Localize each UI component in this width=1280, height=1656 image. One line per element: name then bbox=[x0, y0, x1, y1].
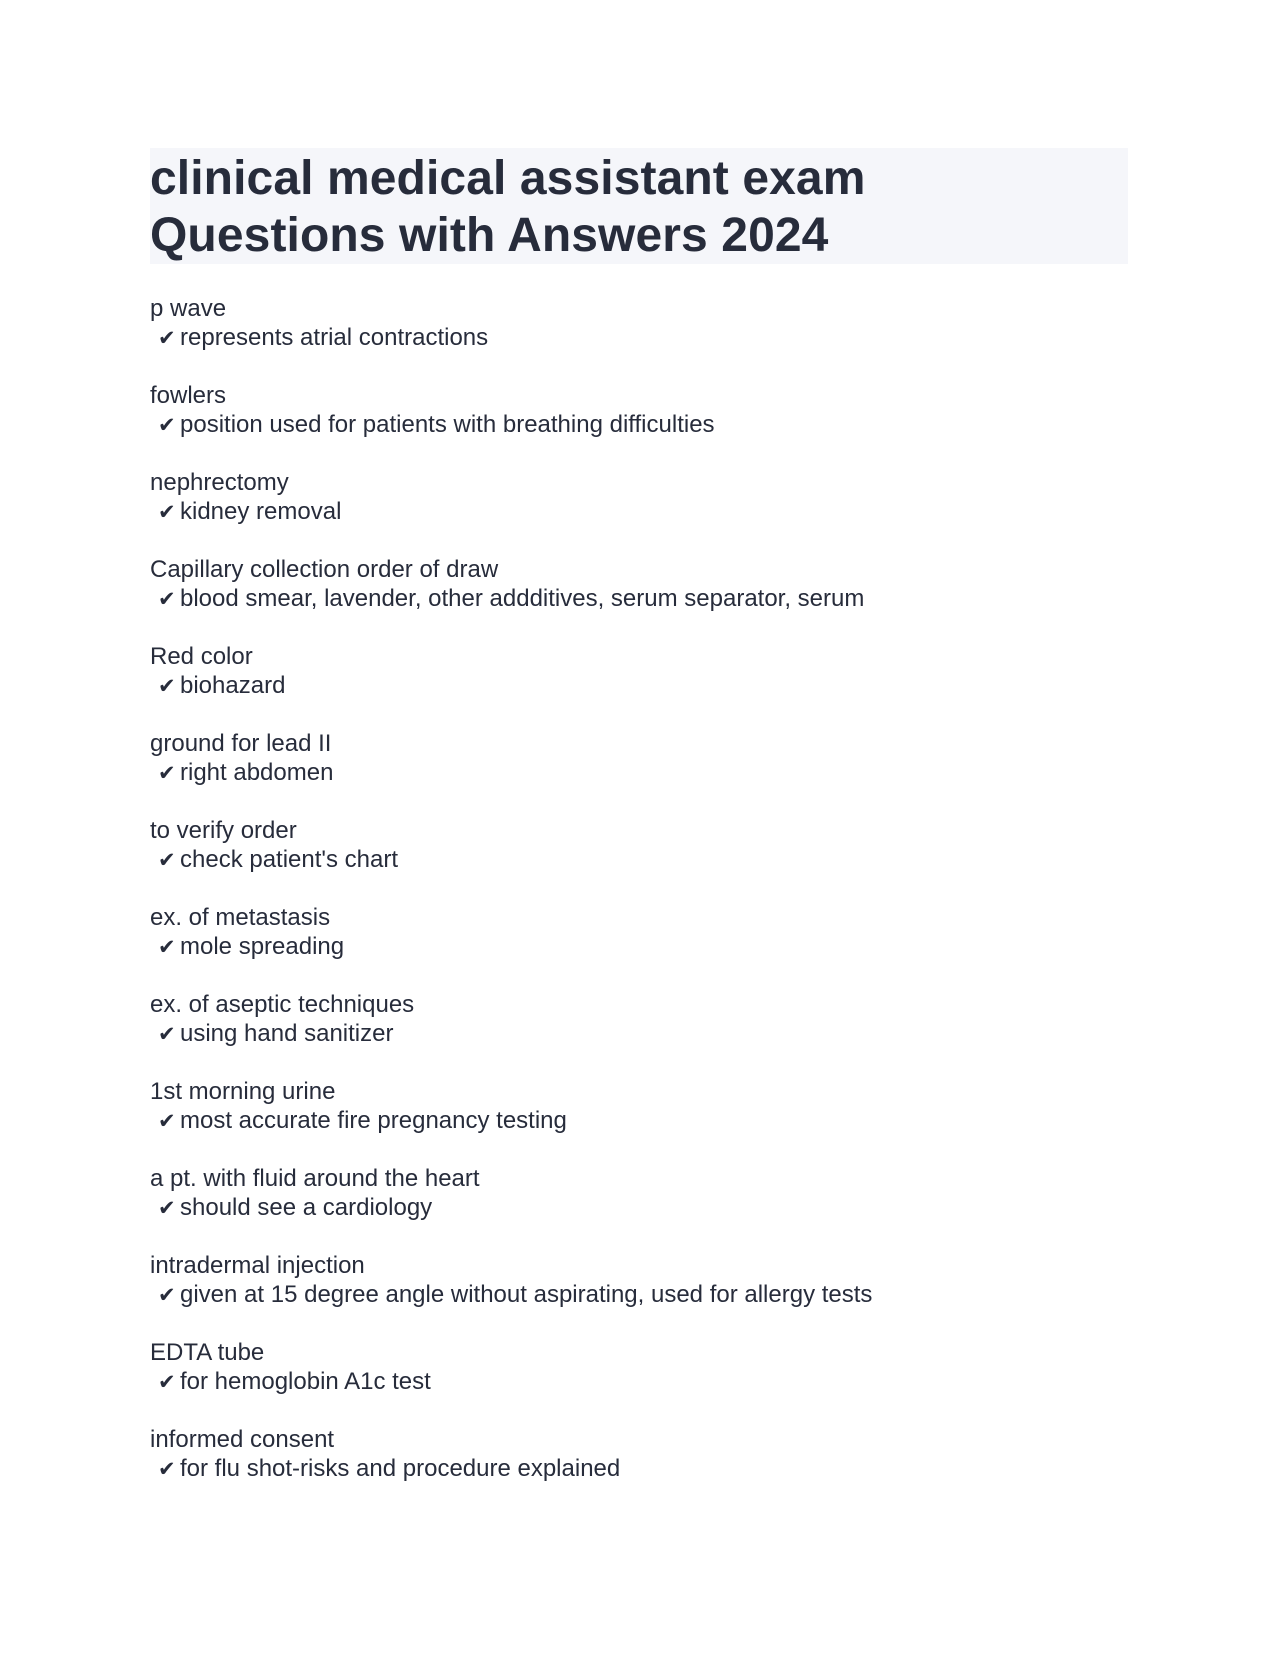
question-text: nephrectomy bbox=[150, 469, 289, 496]
answer-text: represents atrial contractions bbox=[180, 324, 489, 351]
qa-item bbox=[150, 381, 1128, 468]
qa-item bbox=[150, 555, 1128, 642]
answer-line bbox=[150, 1367, 1128, 1396]
answer-text: given at 15 degree angle without aspirating, used for allergy tests bbox=[180, 1281, 873, 1308]
title-line-2: Questions with Answers 2024 bbox=[150, 209, 829, 262]
question-text: ground for lead II bbox=[150, 730, 332, 757]
answer-text: for flu shot-risks and procedure explained bbox=[180, 1455, 621, 1482]
answer-text: using hand sanitizer bbox=[180, 1020, 394, 1047]
qa-item bbox=[150, 1425, 1128, 1512]
question-text: ex. of metastasis bbox=[150, 904, 331, 931]
answer-line bbox=[150, 1019, 1128, 1048]
answer-line bbox=[150, 758, 1128, 787]
check-icon: ✔ bbox=[158, 326, 176, 350]
title-block bbox=[150, 148, 1128, 264]
qa-list bbox=[150, 294, 1128, 1512]
answer-line bbox=[150, 584, 1128, 613]
answer-line bbox=[150, 845, 1128, 874]
question-text: p wave bbox=[150, 295, 227, 322]
answer-text: for hemoglobin A1c test bbox=[180, 1368, 431, 1395]
answer-text: kidney removal bbox=[180, 498, 342, 525]
check-icon: ✔ bbox=[158, 1370, 176, 1394]
check-icon: ✔ bbox=[158, 500, 176, 524]
document-page bbox=[150, 148, 1128, 1512]
answer-line bbox=[150, 1454, 1128, 1483]
check-icon: ✔ bbox=[158, 935, 176, 959]
question-text: to verify order bbox=[150, 817, 297, 844]
question-text: Red color bbox=[150, 643, 253, 670]
answer-text: should see a cardiology bbox=[180, 1194, 433, 1221]
qa-item bbox=[150, 642, 1128, 729]
question-text: EDTA tube bbox=[150, 1339, 265, 1366]
answer-line bbox=[150, 323, 1128, 352]
qa-item bbox=[150, 816, 1128, 903]
question-text: 1st morning urine bbox=[150, 1078, 336, 1105]
qa-item bbox=[150, 1338, 1128, 1425]
qa-item bbox=[150, 729, 1128, 816]
answer-line bbox=[150, 1106, 1128, 1135]
question-text: fowlers bbox=[150, 382, 227, 409]
check-icon: ✔ bbox=[158, 1196, 176, 1220]
check-icon: ✔ bbox=[158, 1109, 176, 1133]
check-icon: ✔ bbox=[158, 848, 176, 872]
check-icon: ✔ bbox=[158, 674, 176, 698]
question-text: ex. of aseptic techniques bbox=[150, 991, 415, 1018]
answer-text: blood smear, lavender, other addditives, serum separator, serum bbox=[180, 585, 865, 612]
answer-line bbox=[150, 671, 1128, 700]
check-icon: ✔ bbox=[158, 1022, 176, 1046]
check-icon: ✔ bbox=[158, 1283, 176, 1307]
answer-line bbox=[150, 410, 1128, 439]
answer-text: position used for patients with breathing difficulties bbox=[180, 411, 715, 438]
answer-line bbox=[150, 1280, 1128, 1309]
answer-line bbox=[150, 497, 1128, 526]
question-text: intradermal injection bbox=[150, 1252, 365, 1279]
answer-text: most accurate fire pregnancy testing bbox=[180, 1107, 567, 1134]
qa-item bbox=[150, 1077, 1128, 1164]
answer-text: biohazard bbox=[180, 672, 286, 699]
qa-item bbox=[150, 468, 1128, 555]
answer-line bbox=[150, 1193, 1128, 1222]
qa-item bbox=[150, 990, 1128, 1077]
qa-item bbox=[150, 1164, 1128, 1251]
answer-text: mole spreading bbox=[180, 933, 345, 960]
qa-item bbox=[150, 294, 1128, 381]
qa-item bbox=[150, 903, 1128, 990]
answer-line bbox=[150, 932, 1128, 961]
check-icon: ✔ bbox=[158, 761, 176, 785]
page-title bbox=[150, 150, 1128, 264]
check-icon: ✔ bbox=[158, 413, 176, 437]
answer-text: check patient's chart bbox=[180, 846, 399, 873]
check-icon: ✔ bbox=[158, 1457, 176, 1481]
title-line-1: clinical medical assistant exam bbox=[150, 152, 866, 205]
question-text: Capillary collection order of draw bbox=[150, 556, 499, 583]
answer-text: right abdomen bbox=[180, 759, 334, 786]
question-text: a pt. with fluid around the heart bbox=[150, 1165, 480, 1192]
qa-item bbox=[150, 1251, 1128, 1338]
check-icon: ✔ bbox=[158, 587, 176, 611]
question-text: informed consent bbox=[150, 1426, 335, 1453]
